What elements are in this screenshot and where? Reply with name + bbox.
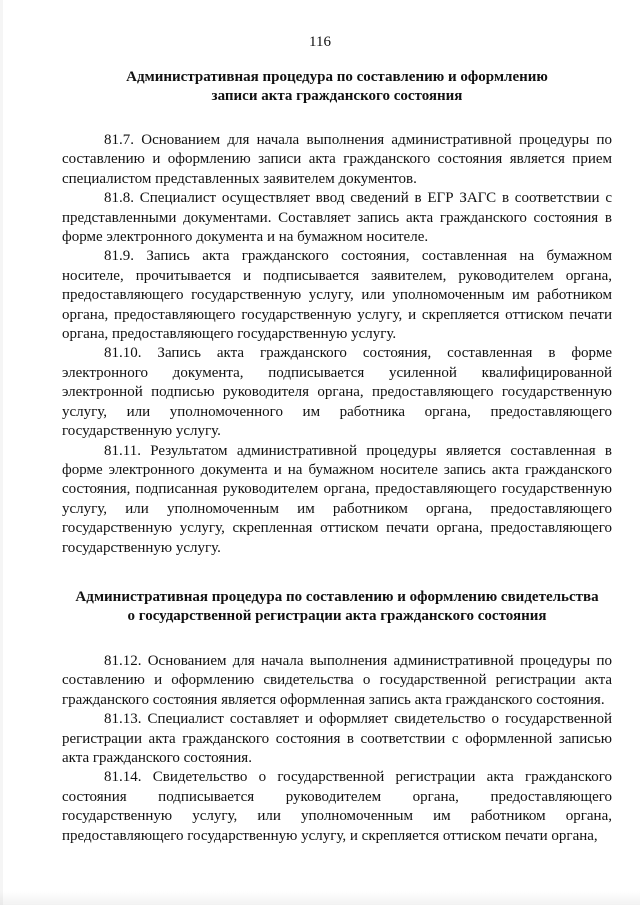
- paragraph-81-14: 81.14. Свидетельство о государственной регистрации акта гражданского состояния подписывается руководителем органа, предоставляющего государственную услугу, или уполномоченным им работником органа, предоставляющего государственную услугу, и скрепляется оттиском печати органа,: [62, 769, 612, 844]
- section-heading-certificate: [62, 588, 612, 626]
- page-number: 116: [309, 34, 331, 50]
- scan-bottom-shadow: [0, 891, 640, 905]
- paragraph-81-9: 81.9. Запись акта гражданского состояния, составленная на бумажном носителе, прочитывается и подписывается заявителем, руководителем органа, предоставляющего государственную услугу, или уполномоченным им работником органа, предоставляющего государственную услугу, и скрепляется оттиском печати органа, предоставляющего государственную услугу.: [62, 248, 612, 343]
- section-heading-certificate-line-2: о государственной регистрации акта гражданского состояния: [127, 607, 547, 624]
- paragraph-81-7: 81.7. Основанием для начала выполнения административной процедуры по составлению и оформлению записи акта гражданского состояния является прием специалистом представленных заявителем документов.: [62, 132, 612, 187]
- section-heading-record-line-1: Административная процедура по составлению и оформлению: [126, 69, 548, 85]
- section-heading-certificate-line-1: Административная процедура по составлению и оформлению свидетельства: [75, 588, 599, 605]
- paragraph-81-11: 81.11. Результатом административной процедуры является составленная в форме электронного документа и на бумажном носителе запись акта гражданского состояния, подписанная руководителем органа, предоставляющего государственную услугу, или уполномоченным им работником органа, предоставляющего государственную услугу, скрепленная оттиском печати органа, предоставляющего государственную услугу.: [62, 442, 612, 556]
- document-body: [62, 68, 612, 846]
- paragraph-81-8: 81.8. Специалист осуществляет ввод сведений в ЕГР ЗАГС в соответствии с представленными документами. Составляет запись акта гражданского состояния в форме электронного документа и на бумажном носителе.: [62, 190, 612, 246]
- section-heading-record: [62, 68, 612, 106]
- section-heading-record-line-2: записи акта гражданского состояния: [211, 88, 463, 104]
- paragraph-81-13: 81.13. Специалист составляет и оформляет свидетельство о государственной регистрации акта гражданского состояния в соответствии с оформленной записью акта гражданского состояния.: [62, 711, 612, 766]
- paragraph-81-10: 81.10. Запись акта гражданского состояния, составленная в форме электронного документа, подписывается усиленной квалифицированной электронной подписью руководителя органа, предоставляющего государственную услугу, или уполномоченного им работника органа, предоставляющего государственную услугу.: [62, 345, 612, 440]
- scan-edge-shadow: [0, 0, 3, 905]
- paragraph-81-12: 81.12. Основанием для начала выполнения административной процедуры по составлению и оформлению свидетельства о государственной регистрации акта гражданского состояния является оформленная запись акта гражданского состояния.: [62, 652, 612, 708]
